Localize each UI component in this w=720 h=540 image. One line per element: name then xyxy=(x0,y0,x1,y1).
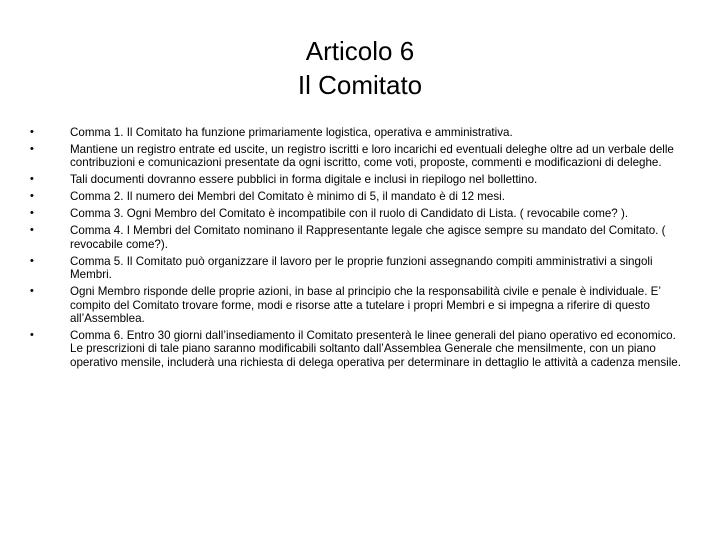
slide-body xyxy=(30,126,690,373)
list-item-text: Il numero dei Membri del Comitato è minimo di 5, il mandato è di 12 mesi. xyxy=(123,190,505,204)
comma-label: Comma 6. xyxy=(70,329,124,343)
list-item-text: Ogni Membro risponde delle proprie azioni, in base al principio che la responsabilità civile e penale è individuale. E’ compito del Comitato trovare forme, modi e risorse atte a tutelare i propri Membri e si impegna a riferire di questo all’Assemblea. xyxy=(70,285,661,326)
list-item xyxy=(30,224,690,251)
bullet-icon: • xyxy=(30,329,34,342)
list-item xyxy=(30,143,690,170)
list-item xyxy=(30,190,690,203)
bullet-icon: • xyxy=(30,254,34,267)
list-item-text: Il Comitato ha funzione primariamente logistica, operativa e amministrativa. xyxy=(123,126,513,139)
title-line-committee: Il Comitato xyxy=(297,70,423,100)
bullet-icon: • xyxy=(30,285,34,298)
list-item-text: Ogni Membro del Comitato è incompatibile con il ruolo di Candidato di Lista. ( revocabile come? ). xyxy=(123,207,629,221)
list-item-text: Mantiene un registro entrate ed uscite, un registro iscritti e loro incarichi ed eventuali deleghe oltre ad un verbale delle contribuzioni e comunicazioni presentate da ogni iscritto, come voti, proposte, commenti e modificazioni di deleghe. xyxy=(70,143,674,170)
list-item xyxy=(30,126,690,139)
list-item-text: Entro 30 giorni dall’insediamento il Comitato presenterà le linee generali del piano operativo ed economico. Le prescrizioni di tale piano saranno modificabili soltanto dall’Assemblea Generale che mensilmente, con un piano operativo mensile, includerà una richiesta di delega operativa per determinare in dettaglio le attività a cadenza mensile. xyxy=(70,329,681,369)
bullet-icon: • xyxy=(30,207,34,220)
list-item-text: Tali documenti dovranno essere pubblici in forma digitale e inclusi in riepilogo nel bollettino. xyxy=(70,173,538,187)
list-item xyxy=(30,285,690,325)
bullet-icon: • xyxy=(30,126,34,138)
list-item-text: I Membri del Comitato nominano il Rappresentante legale che agisce sempre su mandato del Comitato. ( revocabile come?). xyxy=(70,224,666,251)
comma-label: Comma 4. xyxy=(70,224,124,238)
slide-title xyxy=(0,34,720,102)
title-line-article: Articolo 6 xyxy=(305,36,415,66)
list-item xyxy=(30,207,690,220)
comma-label: Comma 2. xyxy=(70,190,124,204)
comma-label: Comma 1. xyxy=(70,126,124,139)
bullet-icon: • xyxy=(30,173,34,186)
comma-label: Comma 3. xyxy=(70,207,124,221)
bullet-icon: • xyxy=(30,143,34,155)
comma-label: Comma 5. xyxy=(70,254,124,268)
bullet-icon: • xyxy=(30,224,34,237)
bullet-icon: • xyxy=(30,190,34,203)
list-item xyxy=(30,329,690,369)
list-item xyxy=(30,173,690,186)
list-item xyxy=(30,255,690,282)
bullet-list xyxy=(30,126,690,369)
list-item-text: Il Comitato può organizzare il lavoro per le proprie funzioni assegnando compiti amministrativi a singoli Membri. xyxy=(70,254,653,282)
